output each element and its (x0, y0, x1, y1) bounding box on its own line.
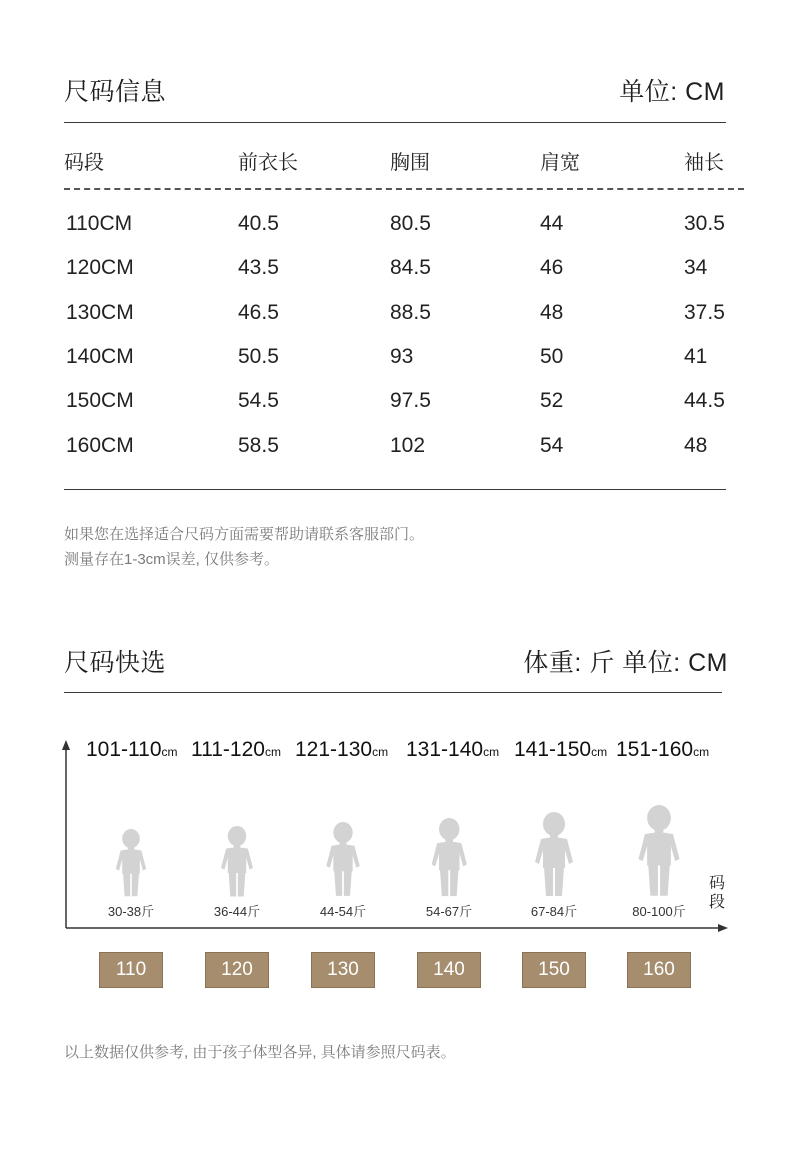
weight-range-label: 54-67斤 (425, 904, 473, 919)
size-badge: 150 (522, 952, 586, 988)
sleeve-cell: 48 (684, 433, 708, 457)
chest-cell: 84.5 (390, 256, 431, 280)
shoulder-cell: 44 (540, 212, 564, 235)
axis-label: 码段 (708, 875, 725, 911)
shoulder-cell: 50 (540, 344, 564, 368)
child-silhouette-icon (111, 829, 151, 898)
child-silhouette-icon (321, 822, 365, 898)
size-badge: 140 (417, 952, 481, 988)
sleeve-cell: 34 (684, 256, 708, 280)
quick-select-title: 尺码快选 (64, 649, 167, 677)
header-sleeve: 袖长 (684, 152, 724, 174)
body-length-cell: 54.5 (238, 389, 279, 413)
height-unit: cm (693, 745, 710, 759)
body-length-cell: 43.5 (238, 256, 279, 280)
sleeve-cell: 41 (684, 344, 708, 368)
sleeve-cell: 30.5 (684, 212, 725, 235)
height-range-value: 141-150 (514, 738, 592, 761)
size-badge: 130 (311, 952, 375, 988)
shoulder-cell: 54 (540, 433, 564, 457)
quick-select-unit: 体重: 斤 单位: CM (523, 649, 728, 677)
height-unit: cm (161, 745, 178, 759)
help-note: 如果您在选择适合尺码方面需要帮助请联系客服部门。 (64, 526, 425, 543)
weight-range-label: 36-44斤 (213, 904, 261, 919)
height-range-value: 121-130 (295, 738, 373, 761)
chest-cell: 102 (390, 433, 426, 457)
footer-note: 以上数据仅供参考, 由于孩子体型各异, 具体请参照尺码表。 (64, 1044, 456, 1061)
shoulder-cell: 48 (540, 300, 564, 324)
height-range-label (616, 738, 709, 762)
weight-range-label: 80-100斤 (632, 904, 686, 919)
height-range-value: 111-120 (191, 738, 265, 761)
size-badge: 110 (99, 952, 163, 988)
header-chest: 胸围 (390, 152, 430, 174)
body-length-cell: 50.5 (238, 344, 279, 368)
height-range-value: 101-110 (86, 738, 162, 761)
header-size-range: 码段 (64, 152, 104, 174)
size-cell: 160CM (66, 433, 134, 457)
height-range-value: 131-140 (406, 738, 484, 761)
size-cell: 120CM (66, 256, 134, 280)
weight-range-label: 44-54斤 (319, 904, 367, 919)
height-unit: cm (591, 745, 608, 759)
size-cell: 110CM (66, 212, 133, 235)
child-silhouette-icon (632, 805, 686, 898)
height-unit: cm (264, 745, 281, 759)
child-silhouette-icon (529, 812, 579, 898)
sleeve-cell: 37.5 (684, 300, 725, 324)
body-length-cell: 40.5 (238, 212, 279, 235)
height-unit: cm (372, 745, 389, 759)
size-info-title: 尺码信息 (64, 78, 167, 106)
size-badge: 120 (205, 952, 269, 988)
size-cell: 140CM (66, 344, 134, 368)
height-range-label (86, 738, 178, 762)
header-body-length: 前衣长 (238, 152, 298, 174)
chest-cell: 97.5 (390, 389, 431, 413)
height-range-label (406, 738, 499, 762)
chest-cell: 93 (390, 344, 414, 368)
height-range-label (191, 738, 281, 762)
sleeve-cell: 44.5 (684, 389, 725, 413)
size-info-unit: 单位: CM (619, 78, 725, 106)
body-length-cell: 58.5 (238, 433, 279, 457)
weight-range-label: 67-84斤 (530, 904, 578, 919)
height-unit: cm (483, 745, 500, 759)
chest-cell: 88.5 (390, 300, 431, 324)
shoulder-cell: 46 (540, 256, 564, 280)
chest-cell: 80.5 (390, 212, 431, 235)
height-range-value: 151-160 (616, 738, 694, 761)
shoulder-cell: 52 (540, 389, 564, 413)
weight-range-label: 30-38斤 (107, 904, 155, 919)
size-cell: 150CM (66, 389, 134, 413)
size-badge: 160 (627, 952, 691, 988)
height-range-label (295, 738, 388, 762)
header-shoulder: 肩宽 (540, 152, 580, 174)
child-silhouette-icon (426, 818, 473, 898)
size-cell: 130CM (66, 300, 134, 324)
height-range-label (514, 738, 607, 762)
error-note: 测量存在1-3cm误差, 仅供参考。 (64, 551, 280, 568)
child-silhouette-icon (216, 826, 258, 898)
body-length-cell: 46.5 (238, 300, 279, 324)
